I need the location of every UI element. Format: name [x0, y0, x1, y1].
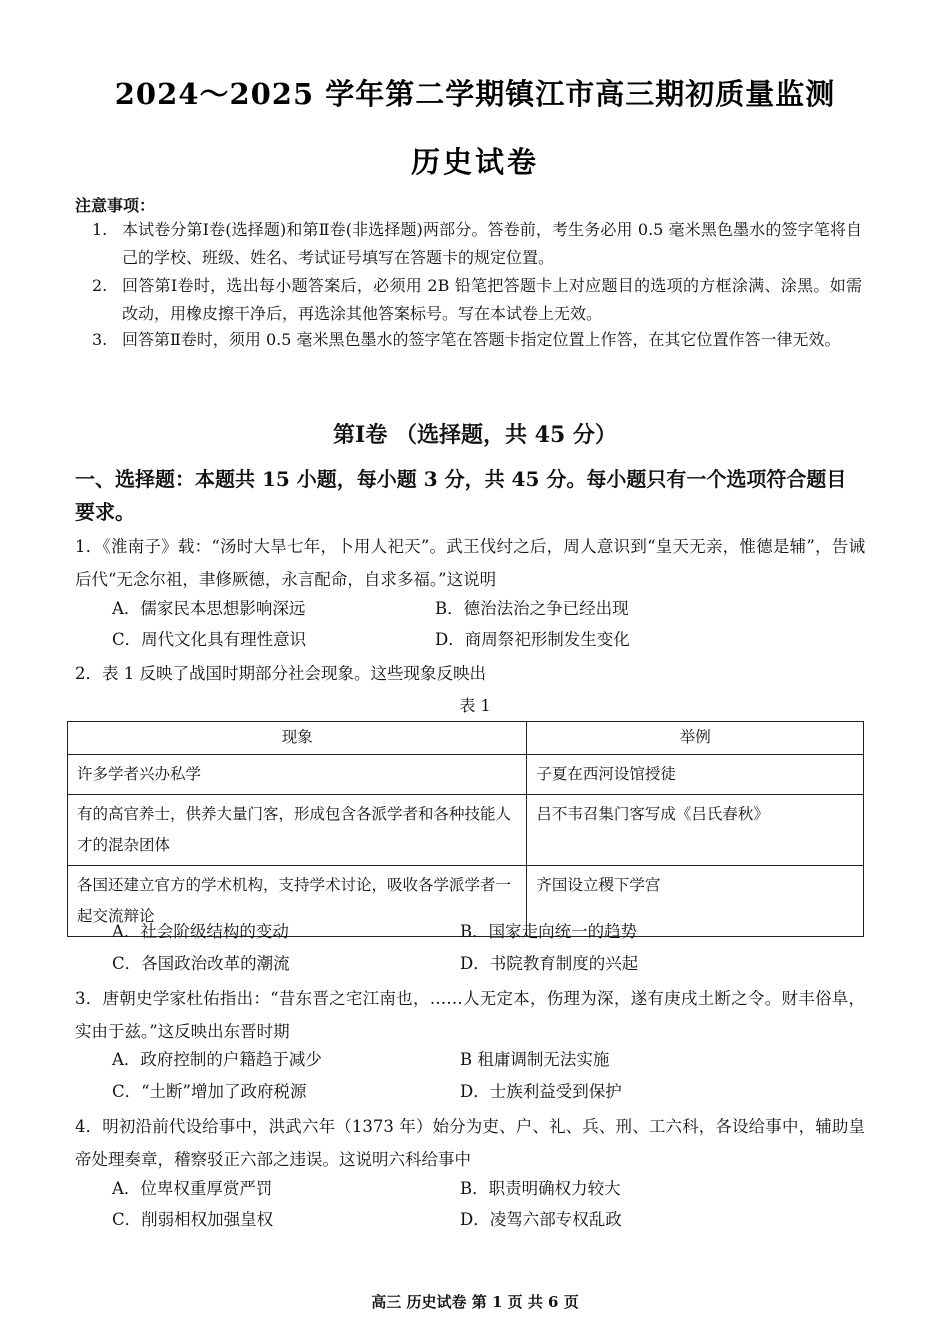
question-3-option-b[interactable]: B 租庸调制无法实施	[460, 1050, 610, 1069]
question-4-option-d[interactable]: D．凌驾六部专权乱政	[460, 1210, 622, 1229]
question-4-option-b[interactable]: B．职责明确权力较大	[460, 1179, 621, 1198]
note-item	[92, 272, 862, 328]
section-title: 第Ⅰ卷 （选择题，共 45 分）	[333, 422, 617, 448]
note-number: 3.	[92, 330, 108, 349]
question-2-option-b[interactable]: B．国家走向统一的趋势	[460, 922, 638, 941]
question-3-option-d[interactable]: D．士族利益受到保护	[460, 1082, 622, 1101]
table-row	[68, 795, 864, 866]
phenomena-table	[67, 721, 864, 937]
question-1-stem: 1．《淮南子》载：“汤时大旱七年，卜用人祀天”。武王伐纣之后，周人意识到“皇天无亲，惟德是辅”，告诫后代“无念尔祖，聿修厥德，永言配命，自求多福。”这说明	[75, 537, 865, 589]
table-cell: 子夏在西河设馆授徒	[527, 755, 864, 795]
question-1-option-c[interactable]: C．周代文化具有理性意识	[112, 630, 307, 649]
note-number: 2.	[92, 276, 108, 295]
note-item	[92, 216, 862, 272]
note-text: 回答第Ⅰ卷时，选出每小题答案后，必须用 2B 铅笔把答题卡上对应题目的选项的方框涂满、涂黑。如需改动，用橡皮擦干净后，再选涂其他答案标号。写在本试卷上无效。	[122, 276, 862, 323]
table-caption: 表 1	[459, 696, 491, 715]
table-row	[68, 755, 864, 795]
question-4-stem: 4．明初沿前代设给事中，洪武六年（1373 年）始分为吏、户、礼、兵、刑、工六科，各设给事中，辅助皇帝处理奏章，稽察驳正六部之违误。这说明六科给事中	[75, 1117, 865, 1169]
exam-subtitle: 历史试卷	[410, 145, 539, 179]
question-3-option-a[interactable]: A．政府控制的户籍趋于减少	[112, 1050, 322, 1069]
question-2-option-d[interactable]: D．书院教育制度的兴起	[460, 954, 639, 973]
question-4-option-c[interactable]: C．削弱相权加强皇权	[112, 1210, 274, 1229]
note-text: 回答第Ⅱ卷时，须用 0.5 毫米黑色墨水的签字笔在答题卡指定位置上作答，在其它位置作答一律无效。	[122, 330, 841, 349]
table-header-phenomenon: 现象	[68, 722, 527, 755]
question-1-option-a[interactable]: A．儒家民本思想影响深远	[112, 599, 306, 618]
question-1-option-b[interactable]: B．德治法治之争已经出现	[435, 599, 629, 618]
part-title: 一、选择题：本题共 15 小题，每小题 3 分，共 45 分。每小题只有一个选项符合题目要求。	[75, 467, 847, 524]
table-cell: 吕不韦召集门客写成《吕氏春秋》	[527, 795, 864, 866]
question-2-option-a[interactable]: A．社会阶级结构的变动	[112, 922, 289, 941]
table-cell: 齐国设立稷下学宫	[527, 866, 864, 937]
page-footer: 高三 历史试卷 第 1 页 共 6 页	[371, 1293, 579, 1311]
table-cell: 各国还建立官方的学术机构，支持学术讨论，吸收各学派学者一起交流辩论	[68, 866, 527, 937]
note-text: 本试卷分第Ⅰ卷(选择题)和第Ⅱ卷(非选择题)两部分。答卷前，考生务必用 0.5 毫米黑色墨水的签字笔将自己的学校、班级、姓名、考试证号填写在答题卡的规定位置。	[122, 220, 862, 267]
question-2-stem: 2．表 1 反映了战国时期部分社会现象。这些现象反映出	[75, 664, 486, 683]
question-3-option-c[interactable]: C．“土断”增加了政府税源	[112, 1082, 307, 1101]
note-number: 1.	[92, 220, 108, 239]
table-cell: 有的高官养士，供养大量门客，形成包含各派学者和各种技能人才的混杂团体	[68, 795, 527, 866]
note-item	[92, 326, 862, 354]
table-cell: 许多学者兴办私学	[68, 755, 527, 795]
exam-title: 2024～2025 学年第二学期镇江市高三期初质量监测	[114, 77, 836, 111]
table-header-example: 举例	[527, 722, 864, 755]
question-1-option-d[interactable]: D．商周祭祀形制发生变化	[435, 630, 630, 649]
table-header-row	[68, 722, 864, 755]
question-3-stem: 3．唐朝史学家杜佑指出：“昔东晋之宅江南也，……人无定本，伤理为深，遂有庚戌土断之令。财丰俗阜，实由于兹。”这反映出东晋时期	[75, 989, 865, 1041]
question-4-option-a[interactable]: A．位卑权重厚赏严罚	[112, 1179, 273, 1198]
question-2-option-c[interactable]: C．各国政治改革的潮流	[112, 954, 290, 973]
notes-heading: 注意事项：	[75, 196, 156, 215]
